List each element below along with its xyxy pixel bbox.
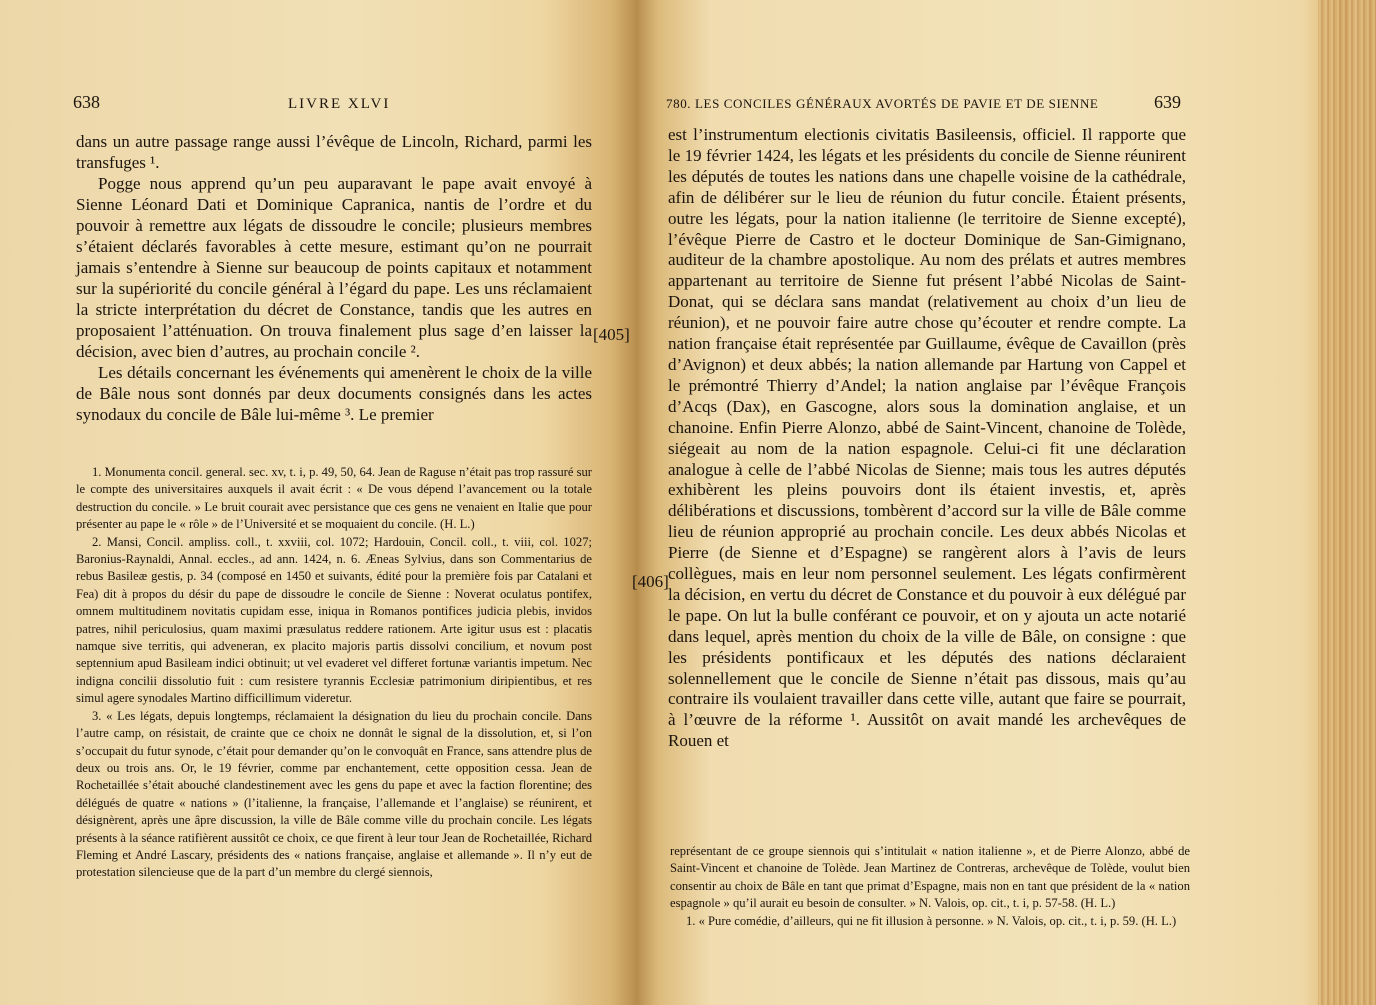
footnotes [670, 843, 1190, 930]
footnotes [76, 464, 592, 882]
paragraph: Les détails concernant les événements qui amenèrent le choix de la ville de Bâle nous sont donnés par deux documents consignés dans les actes synodaux du concile de Bâle lui-même ³. Le premier [76, 363, 592, 424]
paragraph: est l’instrumentum electionis civitatis Basileensis, officiel. Il rapporte que le 19 février 1424, les légats et les présidents du concile de Sienne réunirent les députés de toutes les nations dans une chapelle voisine de la cathédrale, afin de délibérer sur le lieu de réunion du futur concile. Étaient présents, outre les légats, pour la nation italienne (le territoire de Sienne excepté), l’évêque Pierre de Castro et le docteur Dominique de San-Gimignano, auditeur de la chambre apostolique. Au nom des prélats et autres membres appartenant au territoire de Sienne fut présent l’abbé Nicolas de Saint-Donat, qui se déclara sans mandat (relativement au choix d’un lieu de réunion), et ne pouvoir faire autre chose qu’écouter et rendre compte. La nation française était représentée par Guillaume, évêque de Cavaillon (près d’Avignon) et deux abbés; la nation allemande par Hartung von Cappel et le prémontré Thierry d’Andel; la nation anglaise par l’évêque François d’Acqs (Dax), en Gascogne, alors sous la domination anglaise, et un chanoine. Enfin Pierre Alonzo, abbé de Saint-Vincent, chanoine de Tolède, siégeait au nom de la nation espagnole. Celui-ci fit une déclaration analogue à celle de l’abbé Nicolas de Sienne; mais tous les autres députés exhibèrent les pleins pouvoirs dont ils étaient investis, et, après délibérations et discussions, tombèrent d’accord sur la ville de Bâle comme lieu de réunion approprié au prochain concile. Les deux abbés Nicolas et Pierre (de Sienne et d’Espagne) se rangèrent alors à l’avis de leurs collègues, mais en leur nom personnel seulement. Les légats confirmèrent la décision, en vertu du décret de Constance et du pouvoir à eux délégué par le pape. On lut la bulle conférant ce pouvoir, et on y ajouta un acte notarié dans lequel, après mention du choix de la ville de Bâle, on consigne : que les présidents pontificaux et les députés des nations déclaraient solennellement que le concile de Sienne n’était pas dissous, mais qu’au contraire ils voulaient travailler dans cette ville, autant que faire se pourrait, à l’œuvre de la réforme ¹. Aussitôt on avait mandé les archevêques de Rouen et [668, 125, 1186, 751]
footnote: 2. Mansi, Concil. ampliss. coll., t. xxviii, col. 1072; Hardouin, Concil. coll., t. viii, col. 1027; Baronius-Raynaldi, Annal. eccles., ad ann. 1424, n. 6. Æneas Sylvius, dans son Commentarius de rebus Basileæ gestis, p. 34 (composé en 1450 et suivants, édité pour la première fois par Catalani et Fea) dit à propos du désir du pape de dissoudre le concile de Sienne : Noverat oculatus pontifex, omnem multitudinem novitatis cupidam esse, iniqua in Romanos pontifices judicia plebis, invidos patres, nihil periculosius, quam maximi præsulatus reddere rationem. Arte igitur usus est : placatis namque sive territis, qui adveneran, ex placito majoris partis dissolvi concilium, et novum post septennium apud Basileam indici obtinuit; ut vel evaderet vel differet fortunæ variantis impetum. Nec indigna concilii dissolutio fuit : cum resistere tyrannis Ecclesiæ patrimonium diripientibus, et res simul agere synodales Martino difficillimum videretur. [76, 534, 592, 706]
footnote: 3. « Les légats, depuis longtemps, réclamaient la désignation du lieu du prochain concile. Dans l’autre camp, on résistait, de crainte que ce choix ne donnât le signal de la dissolution, et, si l’on s’occupait du futur synode, c’était pour demander qu’on le convoquât en France, sans attendre plus de deux ou trois ans. Or, le 19 février, comme par enchantement, cette opposition cessa. Jean de Rochetaillée s’était abouché clandestinement avec les gens du pape et avec la faction florentine; des délégués de quatre « nations » (l’italienne, la française, l’allemande et l’anglaise) se réunirent, et désignèrent, après une âpre discussion, la ville de Bâle comme ville du prochain concile. Les légats présents à la séance ratifièrent aussitôt ce choix, ce que firent à leur tour Jean de Rochetaillée, Richard Fleming et André Lascary, présidents des « nations française, anglaise et allemande ». Il n’y eut de protestation silencieuse que de la part d’un membre du clergé siennois, [76, 708, 592, 880]
paragraph: Pogge nous apprend qu’un peu auparavant le pape avait envoyé à Sienne Léonard Dati et Dominique Capranica, nantis de l’ordre et du pouvoir à remettre aux légats de dissoudre le concile; plusieurs membres s’étaient déclarés favorables à cette mesure, estimant qu’on ne pourrait jamais s’entendre à Sienne sur beaucoup de points capitaux et notamment sur la supériorité du concile général à l’égard du pape. Les uns réclamaient la stricte interprétation du décret de Constance, tandis que les autres en proposaient l’atténuation. On trouva finalement plus sage d’en laisser la décision, avec bien d’autres, au prochain concile ². [76, 174, 592, 361]
page-number: 639 [1154, 92, 1181, 112]
margin-page-marker: [406] [632, 572, 669, 591]
footnote: 1. « Pure comédie, d’ailleurs, qui ne fit illusion à personne. » N. Valois, op. cit., t. i, p. 59. (H. L.) [686, 913, 1177, 928]
left-page [0, 0, 636, 1005]
page-number: 638 [73, 92, 100, 112]
main-text [668, 125, 1186, 752]
right-page [636, 0, 1376, 1005]
page-edges [1318, 0, 1376, 1005]
running-head: 780. LES CONCILES GÉNÉRAUX AVORTÉS DE PAVIE ET DE SIENNE [666, 96, 1099, 111]
footnote: 1. Monumenta concil. general. sec. xv, t. i, p. 49, 50, 64. Jean de Raguse n’était pas trop rassuré sur le compte des universitaires auxquels il avait écrit : « De vous dépend l’avancement ou la totale destruction du concile. » Le bruit courait avec persistance que ces gens ne venaient en Italie que pour présenter au pape le « rôle » de l’Université et se moquaient du concile. (H. L.) [76, 465, 593, 532]
footnote: représentant de ce groupe siennois qui s’intitulait « nation italienne », et de Pierre Alonzo, abbé de Saint-Vincent et chanoine de Tolède. Jean Martinez de Contreras, archevêque de Tolède, voulut bien consentir au choix de Bâle en tant que primat d’Espagne, mais non en tant que président de la « nation espagnole » qu’il aurait eu besoin de consulter. » N. Valois, op. cit., t. i, p. 57-58. (H. L.) [670, 844, 1190, 911]
main-text [76, 131, 592, 425]
margin-page-marker: [405] [593, 325, 630, 344]
paragraph: dans un autre passage range aussi l’évêque de Lincoln, Richard, parmi les transfuges ¹. [76, 132, 592, 172]
running-head: LIVRE XLVI [288, 96, 391, 112]
